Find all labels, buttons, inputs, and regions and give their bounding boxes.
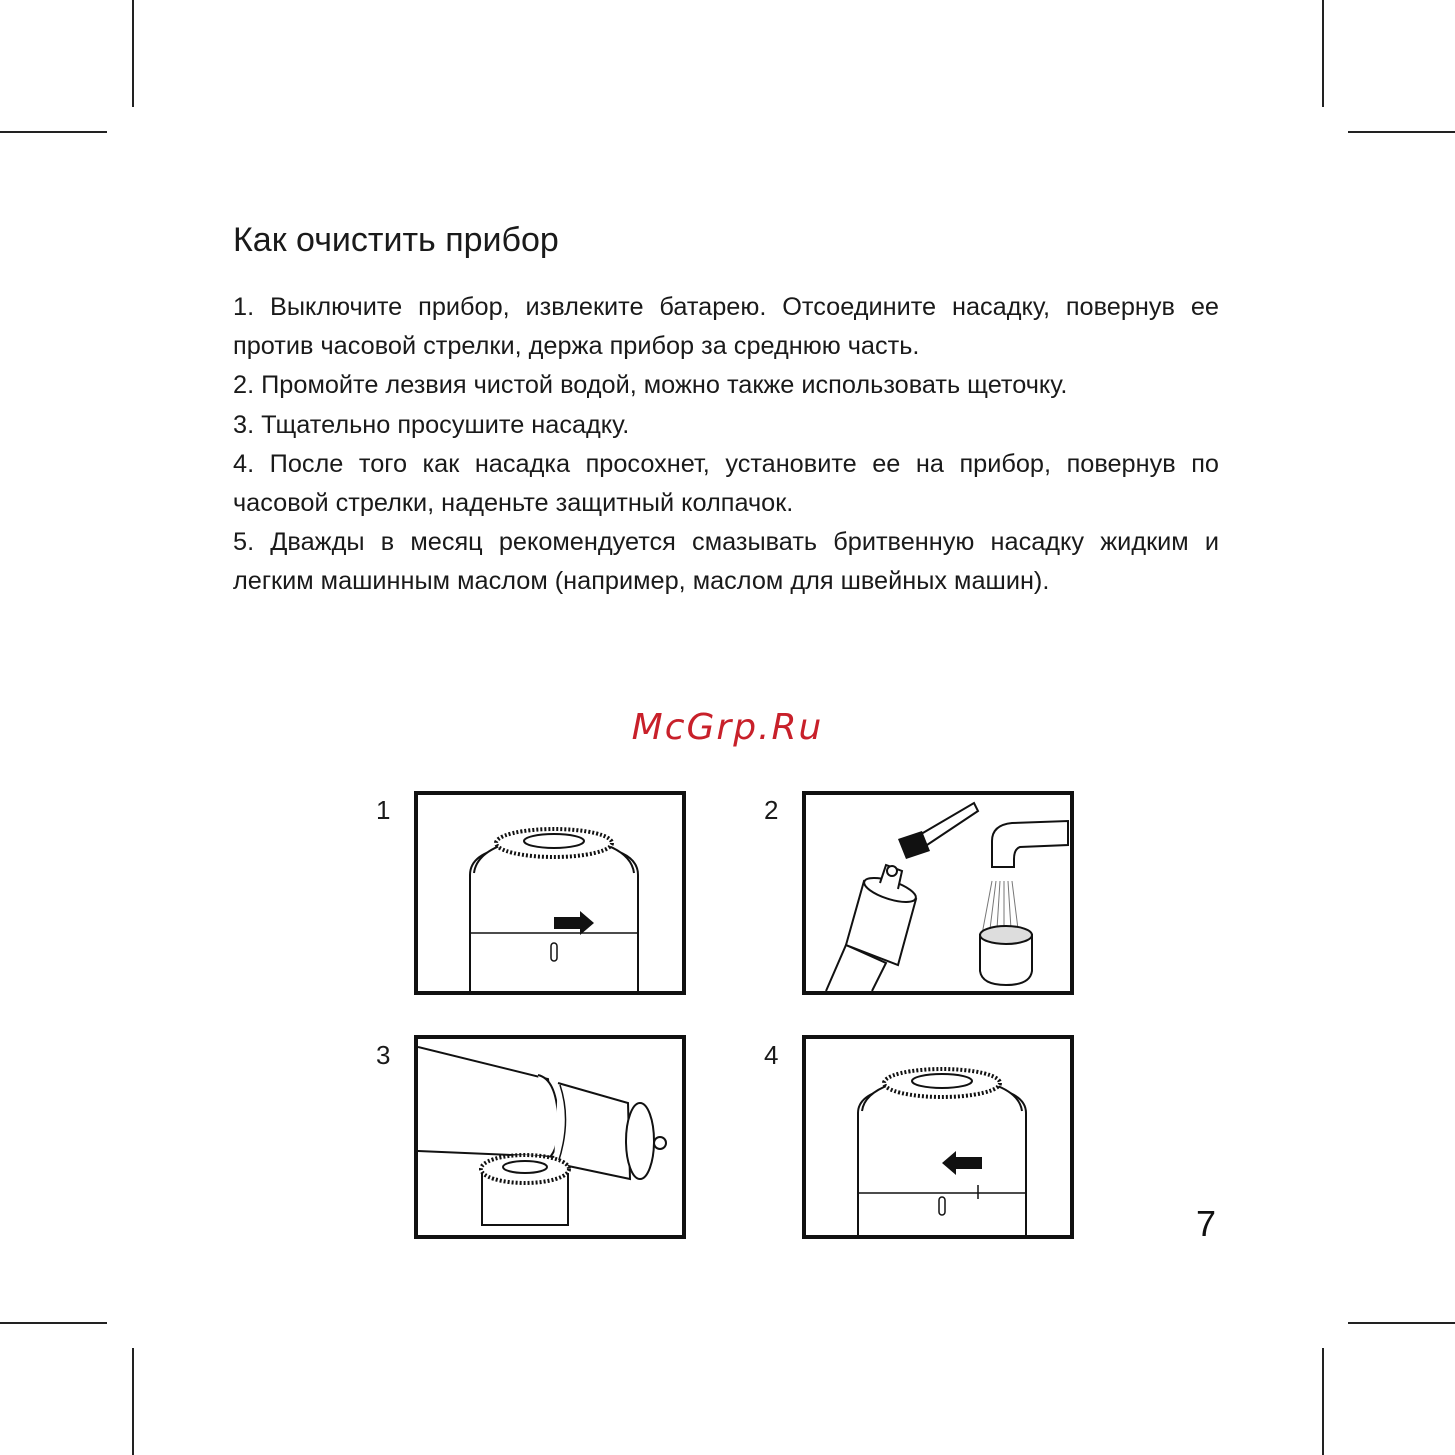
figure-number-3: 3: [376, 1040, 391, 1070]
step-1: 1. Выключите прибор, извлеките батарею. Отсоедините насадку, повернув ее против часовой стрелки, держа прибор за среднюю часть.: [233, 293, 1219, 361]
crop-mark: [132, 0, 134, 107]
shaver-rotate-on-icon: [806, 1039, 1070, 1235]
page-title: Как очистить прибор: [233, 221, 559, 259]
figure-number-2: 2: [764, 795, 779, 825]
crop-mark: [1322, 0, 1324, 107]
crop-mark: [132, 1348, 134, 1455]
step-5: 5. Дважды в месяц рекомендуется смазывать бритвенную насадку жидким и легким машинным маслом (например, маслом для швейных машин).: [233, 528, 1219, 596]
step-3: 3. Тщательно просушите насадку.: [233, 410, 630, 439]
figure-1-panel: [414, 791, 686, 995]
step-2: 2. Промойте лезвия чистой водой, можно также использовать щеточку.: [233, 371, 1068, 400]
figure-number-1: 1: [376, 795, 391, 825]
figure-4-panel: [802, 1035, 1074, 1239]
figure-3-panel: [414, 1035, 686, 1239]
crop-mark: [0, 131, 107, 133]
page-number: 7: [1196, 1203, 1217, 1244]
crop-mark: [1322, 1348, 1324, 1455]
crop-mark: [1348, 1322, 1455, 1324]
brush-and-tap-rinse-icon: [806, 795, 1070, 991]
crop-mark: [0, 1322, 107, 1324]
instructions: [233, 288, 1219, 602]
crop-mark: [1348, 131, 1455, 133]
figure-2-panel: [802, 791, 1074, 995]
detached-head-icon: [418, 1039, 682, 1235]
watermark: McGrp.Ru: [631, 707, 824, 748]
figure-number-4: 4: [764, 1040, 779, 1070]
step-4: 4. После того как насадка просохнет, установите ее на прибор, повернув по часовой стрелки, наденьте защитный колпачок.: [233, 449, 1219, 518]
shaver-rotate-off-icon: [418, 795, 682, 991]
